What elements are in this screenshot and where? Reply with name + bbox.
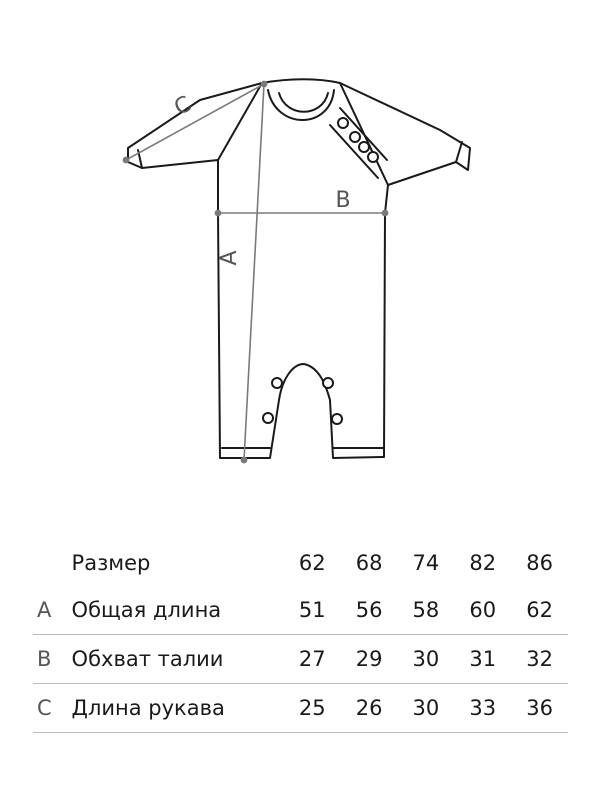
size-value: 74 bbox=[412, 551, 440, 575]
right-shoulder-seam bbox=[340, 83, 388, 185]
table-row bbox=[33, 586, 568, 635]
romper-collar bbox=[268, 90, 334, 120]
crotch-snap-3 bbox=[263, 413, 273, 423]
right-cuff-line bbox=[456, 142, 462, 162]
size-table bbox=[33, 540, 568, 733]
row-name: Обхват талии bbox=[72, 635, 284, 684]
cell-value: 60 bbox=[454, 586, 511, 635]
cell-value: 26 bbox=[341, 684, 398, 733]
romper-collar-inner bbox=[279, 93, 328, 112]
table-row bbox=[33, 684, 568, 733]
cell-value: 30 bbox=[398, 684, 455, 733]
size-heading: Размер bbox=[71, 551, 151, 575]
crotch-snap-4 bbox=[332, 414, 342, 424]
cell-value: 25 bbox=[284, 684, 341, 733]
crotch-snap-1 bbox=[272, 378, 282, 388]
placket-snap-4 bbox=[368, 152, 378, 162]
romper-outline bbox=[128, 79, 470, 458]
cell-value: 58 bbox=[398, 586, 455, 635]
row-letter: C bbox=[33, 684, 72, 733]
cell-value: 27 bbox=[284, 635, 341, 684]
crotch-snap-2 bbox=[323, 378, 333, 388]
cell-value: 56 bbox=[341, 586, 398, 635]
cell-value: 36 bbox=[511, 684, 568, 733]
left-shoulder-seam bbox=[218, 83, 262, 160]
placket-snap-3 bbox=[359, 142, 369, 152]
row-name: Длина рукава bbox=[72, 684, 284, 733]
placket-snap-1 bbox=[338, 118, 348, 128]
row-letter: B bbox=[33, 635, 72, 684]
cell-value: 51 bbox=[284, 586, 341, 635]
label-b: B bbox=[335, 188, 351, 213]
table-header-row bbox=[33, 540, 568, 586]
row-letter: A bbox=[33, 586, 72, 635]
row-name: Общая длина bbox=[72, 586, 284, 635]
size-value: 62 bbox=[298, 551, 326, 575]
measure-line-c bbox=[126, 84, 264, 160]
cell-value: 33 bbox=[454, 684, 511, 733]
measure-line-a bbox=[244, 84, 264, 460]
cell-value: 32 bbox=[511, 635, 568, 684]
cell-value: 29 bbox=[341, 635, 398, 684]
cell-value: 62 bbox=[511, 586, 568, 635]
cell-value: 30 bbox=[398, 635, 455, 684]
placket-snap-2 bbox=[350, 132, 360, 142]
table-row bbox=[33, 635, 568, 684]
label-a: A bbox=[217, 250, 242, 266]
cell-value: 31 bbox=[454, 635, 511, 684]
size-value: 68 bbox=[355, 551, 383, 575]
size-value: 82 bbox=[469, 551, 497, 575]
label-c: C bbox=[170, 91, 196, 121]
size-value: 86 bbox=[526, 551, 553, 575]
